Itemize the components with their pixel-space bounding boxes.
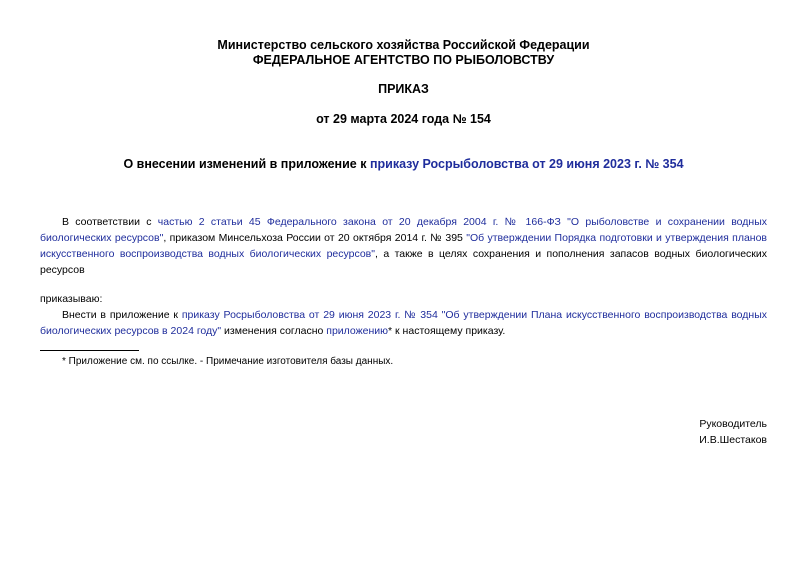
order-text-3: * к настоящему приказу.: [388, 325, 506, 337]
preamble-text-3: , а также в целях сохранения и пополнения запасов водных биологических ресурсов: [40, 248, 767, 276]
order-link-appendix[interactable]: приложению: [326, 325, 389, 337]
preamble-link-order-395[interactable]: "Об утверждении Порядка подготовки и утверждения планов искусственного воспроизводства водных биологических ресурсов": [40, 232, 768, 260]
document-date-number: от 29 марта 2024 года № 154: [316, 112, 491, 126]
preamble-link-federal-law[interactable]: частью 2 статьи 45 Федерального закона от 20 декабря 2004 г. № 166-ФЗ "О рыболовстве и сохранении водных биологических ресурсов": [40, 216, 767, 244]
ministry-heading: Министерство сельского хозяйства Российской Федерации: [217, 38, 590, 52]
title-text: О внесении изменений в приложение к: [123, 157, 370, 171]
title-link[interactable]: приказу Росрыболовства от 29 июня 2023 г. № 354: [369, 157, 684, 171]
preamble-text-2: , приказом Минсельхоза России от 20 октября 2014 г. № 395: [163, 232, 467, 244]
preamble-paragraph: [40, 214, 767, 278]
preamble-text-1: В соответствии с: [62, 216, 158, 228]
order-word: приказываю:: [40, 293, 103, 305]
footnote-divider: [40, 350, 139, 351]
document-title: [40, 157, 767, 171]
footnote-text: * Приложение см. по ссылке. - Примечание изготовителя базы данных.: [62, 356, 394, 367]
signature-name: И.В.Шестаков: [699, 434, 767, 446]
document-type: ПРИКАЗ: [378, 82, 429, 96]
order-text-2: изменения согласно: [221, 325, 327, 337]
order-text-1: Внести в приложение к: [62, 309, 182, 321]
order-paragraph: [40, 307, 767, 339]
order-link-354[interactable]: приказу Росрыболовства от 29 июня 2023 г. № 354 "Об утверждении Плана искусственного воспроизводства водных биологических ресурсов в 2024 году": [40, 309, 768, 337]
agency-heading: ФЕДЕРАЛЬНОЕ АГЕНТСТВО ПО РЫБОЛОВСТВУ: [252, 53, 555, 67]
signature-position: Руководитель: [699, 418, 767, 430]
